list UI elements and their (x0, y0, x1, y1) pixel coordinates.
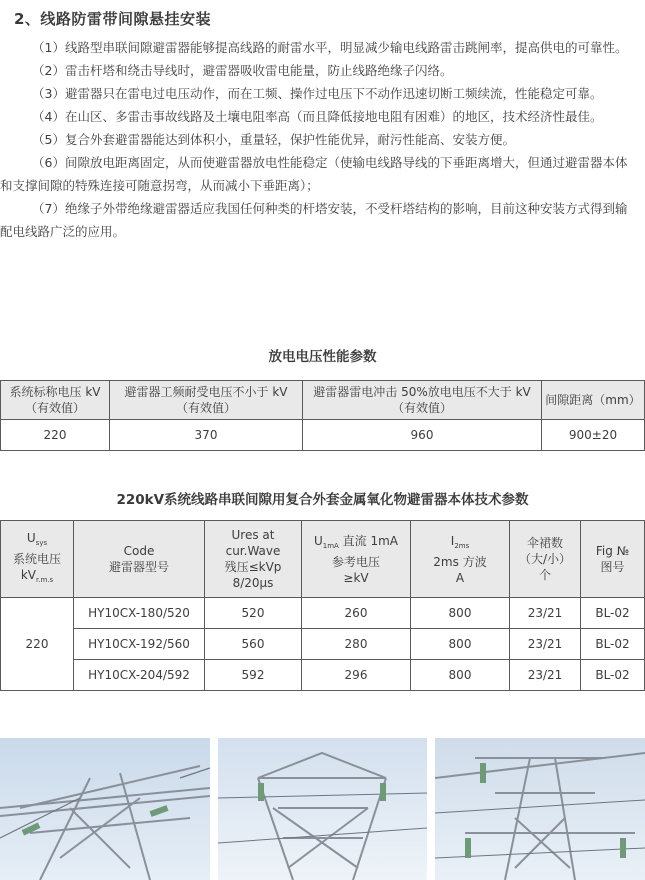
header-code (74, 521, 205, 598)
cell: 520 (205, 598, 302, 629)
cell: 960 (303, 420, 542, 451)
cell: BL-02 (581, 629, 645, 660)
tower-photo-1 (0, 738, 210, 880)
cell: 370 (110, 420, 303, 451)
table-header-row (1, 521, 645, 598)
tower-photo-2 (218, 738, 427, 880)
discharge-voltage-table (0, 380, 645, 451)
header-reference-voltage (302, 521, 411, 598)
cell-voltage: 220 (1, 598, 74, 691)
header-line: 避雷器工频耐受电压不小于 kV (124, 385, 288, 399)
table1-title: 放电电压性能参数 (268, 349, 377, 365)
header-line: （有效值） (24, 401, 85, 415)
header-line: 系统标称电压 kV (9, 385, 101, 399)
transmission-tower-icon (435, 738, 645, 880)
header-line: 8/20μs (232, 576, 274, 590)
section-heading: 2、线路防雷带间隙悬挂安装 (14, 10, 211, 28)
cell: 800 (411, 660, 510, 691)
header-line: 伞裙数 (526, 536, 563, 550)
header-lightning-impulse (303, 381, 542, 420)
header-line: ≥kV (343, 570, 369, 585)
header-line: Ures at (231, 528, 275, 542)
header-sheds (510, 521, 581, 598)
photo-strip (0, 738, 645, 880)
header-line: cur.Wave (225, 544, 281, 558)
cell: BL-02 (581, 598, 645, 629)
tower-photo-3 (435, 738, 645, 880)
header-subscript: 2ms (454, 541, 470, 550)
header-line: 残压≤kVp (224, 560, 282, 574)
paragraph-7: （7）绝缘子外带绝缘避雷器适应我国任何种类的杆塔安装，不受杆塔结构的影响，目前这种安装方式得到输配电线路广泛的应用。 (0, 201, 628, 239)
cell: HY10CX-204/592 (74, 660, 205, 691)
cell: 23/21 (510, 660, 581, 691)
header-symbol: I (450, 533, 455, 548)
header-line: A (455, 570, 465, 585)
header-line: Fig № (595, 544, 630, 558)
cell: 560 (205, 629, 302, 660)
header-line: Code (123, 544, 155, 558)
table-row (1, 660, 645, 691)
cell: HY10CX-192/560 (74, 629, 205, 660)
header-line: （有效值） (175, 401, 236, 415)
table-row (1, 420, 645, 451)
header-line: 避雷器雷电冲击 50%放电电压不大于 kV (313, 385, 531, 399)
header-line: 直流 1mA (342, 533, 399, 548)
paragraph-1: （1）线路型串联间隙避雷器能够提高线路的耐雷水平，明显减少输电线路雷击跳闸率，提高供电的可靠性。 (32, 40, 628, 55)
header-subscript: r.m.s (36, 576, 54, 584)
header-line: 个 (538, 568, 551, 582)
header-line: 参考电压 (331, 554, 380, 569)
header-residual-voltage (205, 521, 302, 598)
header-line: 系统电压 (12, 552, 61, 566)
header-nominal-voltage (1, 381, 110, 420)
paragraph-5: （5）复合外套避雷器能达到体积小，重量轻，保护性能优异，耐污性能高、安装方便。 (32, 132, 515, 147)
header-symbol: U (26, 531, 36, 545)
cell: 296 (302, 660, 411, 691)
cell: BL-02 (581, 660, 645, 691)
table-row (1, 629, 645, 660)
header-square-wave (411, 521, 510, 598)
header-subscript: 1mA (322, 541, 339, 550)
table2-title: 220kV系统线路串联间隙用复合外套金属氧化物避雷器本体技术参数 (116, 492, 529, 508)
table-row (1, 598, 645, 629)
feature-list (0, 36, 645, 243)
cell: 800 (411, 629, 510, 660)
header-system-voltage (1, 521, 74, 598)
cell: 280 (302, 629, 411, 660)
cell: 592 (205, 660, 302, 691)
table-header-row (1, 381, 645, 420)
header-gap-distance (542, 381, 645, 420)
cell: 260 (302, 598, 411, 629)
cell: 23/21 (510, 598, 581, 629)
header-line: 图号 (600, 560, 625, 574)
cell: 800 (411, 598, 510, 629)
paragraph-6: （6）间隙放电距离固定，从而使避雷器放电性能稳定（使输电线路导线的下垂距离增大，但通过避雷器本体和支撑间隙的特殊连接可随意拐弯，从而减小下垂距离）； (0, 155, 628, 193)
header-symbol: U (313, 533, 323, 548)
header-line: 避雷器型号 (108, 560, 169, 574)
paragraph-2: （2）雷击杆塔和绕击导线时，避雷器吸收雷电能量，防止线路绝缘子闪络。 (32, 63, 453, 78)
header-figure (581, 521, 645, 598)
paragraph-4: （4）在山区、多雷击事故线路及土壤电阻率高（而且降低接地电阻有困难）的地区，技术经济性最佳。 (32, 109, 603, 124)
transmission-tower-icon (0, 738, 210, 880)
header-line: （有效值） (391, 401, 452, 415)
cell: 220 (1, 420, 110, 451)
header-power-frequency (110, 381, 303, 420)
cell: HY10CX-180/520 (74, 598, 205, 629)
paragraph-3: （3）避雷器只在雷电过电压动作，而在工频、操作过电压下不动作迅速切断工频续流，性能稳定可靠。 (32, 86, 603, 101)
header-line: 间隙距离（mm） (545, 393, 641, 407)
header-subscript: sys (35, 539, 48, 547)
cell: 23/21 (510, 629, 581, 660)
arrester-parameter-table (0, 520, 645, 691)
header-line: kV (20, 568, 36, 582)
cell: 900±20 (542, 420, 645, 451)
header-line: 2ms 方波 (433, 554, 487, 569)
transmission-tower-icon (218, 738, 427, 880)
header-line: （大/小） (518, 552, 572, 566)
